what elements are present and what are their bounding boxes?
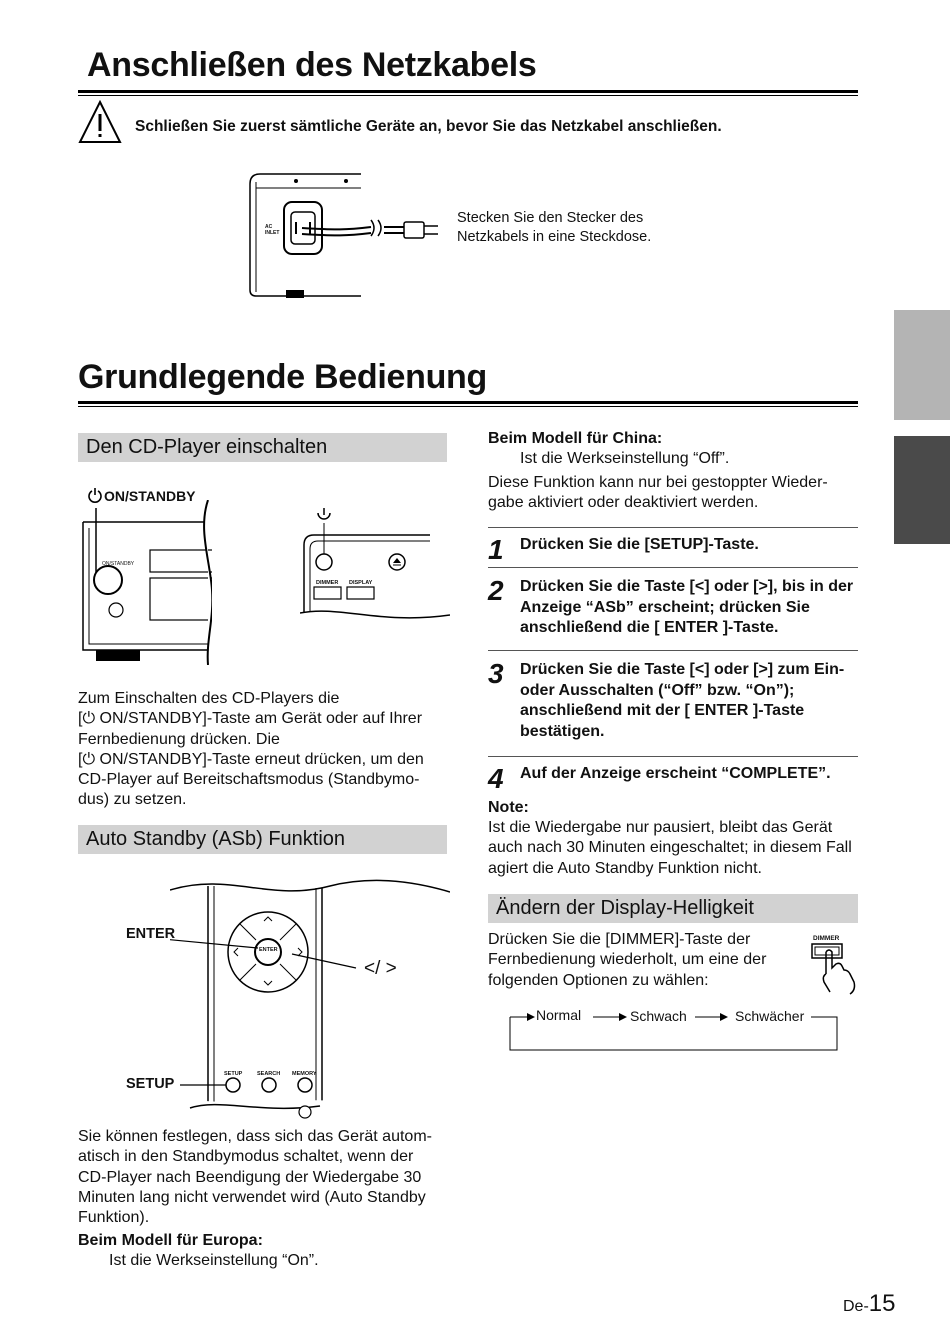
remote-setup-key: SETUP [224, 1071, 243, 1077]
stopped-note-line: Diese Funktion kann nur bei gestoppter Wieder- [488, 474, 828, 491]
auto-standby-line: atisch in den Standbymodus schaltet, wenn der [78, 1148, 414, 1166]
note-line: Ist die Wiedergabe nur pausiert, bleibt das Gerät [488, 819, 833, 836]
note-line: agiert die Auto Standby Funktion nicht. [488, 859, 762, 877]
title-rule-thin [78, 95, 858, 96]
step-line: bestätigen. [520, 722, 605, 740]
ac-inlet-label: AC INLET [265, 224, 280, 236]
side-tab-dark [894, 436, 950, 544]
page-number [843, 1290, 895, 1318]
note-line: auch nach 30 Minuten eingeschaltet; in diesem Fall [488, 839, 852, 857]
power-on-line: CD-Player auf Bereitschaftsmodus (Standbymo- [78, 771, 420, 789]
europe-text: Ist die Werkseinstellung “On”. [109, 1252, 319, 1269]
step-line: anschließend die [ ENTER ]-Taste. [520, 619, 779, 636]
step-number: 2 [488, 575, 504, 606]
power-on-body [78, 689, 448, 811]
warning-icon [78, 100, 122, 144]
arrows-callout-label: </ > [364, 958, 397, 979]
auto-standby-line: Funktion). [78, 1209, 150, 1227]
note-heading: Note: [488, 799, 529, 816]
on-standby-label: ON/STANDBY [104, 488, 196, 504]
side-tab-light [894, 310, 950, 420]
power-on-line: [⏻ ON/STANDBY]-Taste erneut drücken, um den [78, 750, 424, 768]
setup-callout-label: SETUP [126, 1076, 175, 1092]
page-prefix: De- [843, 1298, 869, 1315]
enter-callout-label: ENTER [126, 926, 176, 942]
power-on-line: Fernbedienung drücken. Die [78, 730, 280, 748]
step-number: 1 [488, 534, 504, 565]
section2-title: Grundlegende Bedienung [78, 358, 487, 396]
china-text: Ist die Werkseinstellung “Off”. [520, 450, 730, 467]
section2-rule-thin [78, 406, 858, 407]
power-on-line: [⏻ ON/STANDBY]-Taste am Gerät oder auf Ihrer [78, 710, 423, 728]
auto-standby-line: Minuten lang nicht verwendet wird (Auto Standby [78, 1188, 426, 1206]
auto-standby-body [78, 1127, 450, 1228]
plug-caption-2: Netzkabels in eine Steckdose. [457, 229, 652, 245]
ac-inlet-figure [246, 172, 446, 302]
step-line: Anzeige “ASb” erscheint; drücken Sie [520, 598, 810, 616]
remote-memory-key: MEMORY [292, 1071, 317, 1077]
stopped-note [488, 473, 860, 514]
step-line: Drücken Sie die Taste [<] oder [>], bis in der [520, 578, 854, 595]
remote-power-figure [300, 505, 450, 635]
note-body [488, 818, 868, 879]
china-heading: Beim Modell für China: [488, 430, 663, 447]
power-on-line: Zum Einschalten des CD-Players die [78, 690, 340, 707]
step-line: Auf der Anzeige erscheint “COMPLETE”. [520, 765, 831, 782]
remote-display-key: DISPLAY [349, 580, 373, 586]
dimmer-option-normal: Normal [536, 1007, 582, 1023]
step-divider [488, 527, 858, 528]
dimmer-option-schwach: Schwach [630, 1008, 687, 1024]
step-line: oder Ausschalten (“Off” bzw. “On”); [520, 681, 795, 699]
remote-navigation-figure [170, 872, 450, 1120]
step-number: 4 [488, 763, 504, 794]
step-divider [488, 650, 858, 651]
dimmer-body [488, 930, 798, 991]
remote-dimmer-key: DIMMER [316, 580, 339, 586]
auto-standby-heading: Auto Standby (ASb) Funktion [78, 825, 447, 854]
warning-text: Schließen Sie zuerst sämtliche Geräte an, bevor Sie das Netzkabel anschließen. [135, 118, 722, 135]
section1-title: Anschließen des Netzkabels [87, 46, 537, 84]
device-standby-label: ON/STANDBY [102, 561, 135, 567]
step-line: anschließend mit der [ ENTER ]-Taste [520, 702, 805, 719]
remote-search-key: SEARCH [257, 1071, 281, 1077]
stopped-note-line: gabe aktiviert oder deaktiviert werden. [488, 494, 759, 512]
dimmer-heading: Ändern der Display-Helligkeit [488, 894, 858, 923]
europe-heading: Beim Modell für Europa: [78, 1232, 263, 1249]
plug-caption-1: Stecken Sie den Stecker des [457, 210, 644, 226]
section2-rule-thick [78, 401, 858, 404]
dimmer-button-label: DIMMER [813, 935, 840, 942]
dimmer-line: Fernbedienung wiederholt, um eine der [488, 951, 767, 969]
step-line: Drücken Sie die Taste [<] oder [>] zum Ein- [520, 661, 845, 678]
page-num: 15 [868, 1290, 896, 1317]
device-front-figure [80, 500, 250, 665]
auto-standby-line: Sie können festlegen, dass sich das Gerät autom- [78, 1128, 432, 1145]
power-on-line: dus) zu setzen. [78, 791, 187, 809]
auto-standby-line: CD-Player nach Beendigung der Wiedergabe 30 [78, 1168, 422, 1186]
power-on-heading: Den CD-Player einschalten [78, 433, 447, 462]
step-number: 3 [488, 658, 504, 689]
dimmer-line: Drücken Sie die [DIMMER]-Taste der [488, 931, 751, 948]
dimmer-option-schwaecher: Schwächer [735, 1008, 805, 1024]
step-divider [488, 567, 858, 568]
step-divider [488, 756, 858, 757]
title-rule-thick [78, 90, 858, 93]
step-line: Drücken Sie die [SETUP]-Taste. [520, 536, 759, 553]
dimmer-line: folgenden Optionen zu wählen: [488, 971, 709, 989]
remote-enter-key: ENTER [259, 947, 278, 953]
